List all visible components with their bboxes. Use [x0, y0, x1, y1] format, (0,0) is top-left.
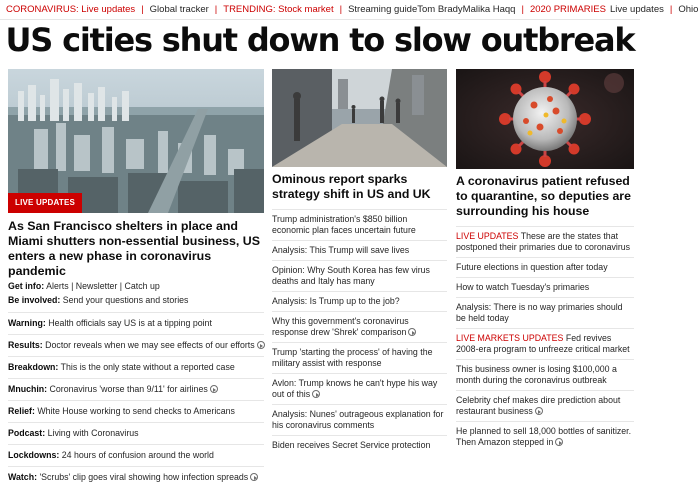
- nav-primaries-live-updates[interactable]: Live updates: [609, 4, 664, 15]
- list-item[interactable]: Avlon: Trump knows he can't hype his way out of this: [272, 373, 447, 404]
- list-item[interactable]: How to watch Tuesday's primaries: [456, 277, 634, 297]
- nav-trending-stock-market[interactable]: TRENDING: Stock market: [223, 4, 334, 15]
- nav-separator: |: [141, 4, 144, 15]
- nav-separator: |: [521, 4, 524, 15]
- list-item[interactable]: Trump 'starting the process' of having the military assist with response: [272, 342, 447, 373]
- politics-links: [272, 209, 447, 455]
- play-circle-icon: [535, 407, 543, 415]
- empty-street-photo: [272, 69, 447, 167]
- lead-story-column: [8, 69, 264, 488]
- be-involved-label: Be involved:: [8, 294, 61, 305]
- list-item[interactable]: Analysis: There is no way primaries should be held today: [456, 297, 634, 328]
- street-photo[interactable]: [272, 69, 447, 167]
- be-involved-line: [8, 295, 264, 307]
- nav-2020-primaries-label[interactable]: 2020 PRIMARIES: [529, 4, 606, 15]
- list-item[interactable]: LIVE UPDATES These are the states that postponed their primaries due to coronavirus: [456, 226, 634, 257]
- list-item[interactable]: He planned to sell 18,000 bottles of sanitizer. Then Amazon stepped in: [456, 421, 634, 452]
- nav-global-tracker[interactable]: Global tracker: [149, 4, 209, 15]
- list-item[interactable]: Why this government's coronavirus response drew 'Shrek' comparison: [272, 311, 447, 342]
- list-item[interactable]: Analysis: Is Trump up to the job?: [272, 291, 447, 311]
- main-headline[interactable]: US cities shut down to slow outbreak: [5, 21, 635, 59]
- nav-ohio[interactable]: Ohio: [678, 4, 698, 15]
- trending-bar: [0, 0, 698, 20]
- nav-separator: |: [339, 4, 343, 15]
- nav-coronavirus-live[interactable]: CORONAVIRUS: Live updates: [6, 4, 136, 15]
- list-item[interactable]: Biden receives Secret Service protection: [272, 435, 447, 455]
- get-info-line: [8, 281, 264, 293]
- politics-column: [272, 69, 447, 455]
- nav-separator: |: [214, 4, 218, 15]
- lead-story-image[interactable]: [8, 69, 264, 213]
- list-item[interactable]: This business owner is losing $100,000 a month during the coronavirus outbreak: [456, 359, 634, 390]
- be-involved-link[interactable]: Send your questions and stories: [62, 294, 189, 305]
- play-circle-icon: [408, 328, 416, 336]
- play-circle-icon: [210, 385, 218, 393]
- get-info-label: Get info:: [8, 281, 45, 291]
- play-circle-icon: [250, 473, 258, 481]
- news-column: [456, 69, 634, 452]
- nav-separator: |: [669, 4, 673, 15]
- list-item[interactable]: Breakdown: This is the only state without a reported case: [8, 356, 264, 378]
- list-item[interactable]: Lockdowns: 24 hours of confusion around the world: [8, 444, 264, 466]
- list-item[interactable]: Celebrity chef makes dire prediction about restaurant business: [456, 390, 634, 421]
- list-item[interactable]: Podcast: Living with Coronavirus: [8, 422, 264, 444]
- nav-tom-brady[interactable]: Tom Brady: [417, 4, 463, 15]
- list-item[interactable]: Watch: 'Scrubs' clip goes viral showing how infection spreads: [8, 466, 264, 488]
- list-item[interactable]: Relief: White House working to send checks to Americans: [8, 400, 264, 422]
- get-info-links[interactable]: Alerts | Newsletter | Catch up: [46, 281, 160, 291]
- coronavirus-illustration: [456, 69, 634, 169]
- list-item[interactable]: Warning: Health officials say US is at a tipping point: [8, 312, 264, 334]
- list-item[interactable]: Mnuchin: Coronavirus 'worse than 9/11' for airlines: [8, 378, 264, 400]
- news-story-title[interactable]: A coronavirus patient refused to quarantine, so deputies are surrounding his house: [456, 174, 631, 218]
- politics-story-title[interactable]: Ominous report sparks strategy shift in US and UK: [272, 172, 431, 201]
- city-aerial-photo: [8, 69, 264, 213]
- nav-streaming-guide[interactable]: Streaming guide: [348, 4, 418, 15]
- nav-malika-haqq[interactable]: Malika Haqq: [462, 4, 516, 15]
- virus-image[interactable]: [456, 69, 634, 169]
- lead-story-bullets: [8, 312, 264, 488]
- play-circle-icon: [312, 390, 320, 398]
- list-item[interactable]: Analysis: This Trump will save lives: [272, 240, 447, 260]
- list-item[interactable]: Future elections in question after today: [456, 257, 634, 277]
- list-item[interactable]: Results: Doctor reveals when we may see effects of our efforts: [8, 334, 264, 356]
- live-updates-badge[interactable]: LIVE UPDATES: [8, 193, 82, 213]
- play-circle-icon: [257, 341, 265, 349]
- list-item[interactable]: LIVE MARKETS UPDATES Fed revives 2008-era program to unfreeze critical market: [456, 328, 634, 359]
- list-item[interactable]: Opinion: Why South Korea has few virus deaths and Italy has many: [272, 260, 447, 291]
- list-item[interactable]: Analysis: Nunes' outrageous explanation for his coronavirus comments: [272, 404, 447, 435]
- play-circle-icon: [555, 438, 563, 446]
- news-links: [456, 226, 634, 452]
- list-item[interactable]: Trump administration's $850 billion economic plan faces uncertain future: [272, 209, 447, 240]
- lead-story-title[interactable]: As San Francisco shelters in place and Miami shutters non-essential business, US enters a new phase in coronavirus pandemic: [8, 219, 261, 278]
